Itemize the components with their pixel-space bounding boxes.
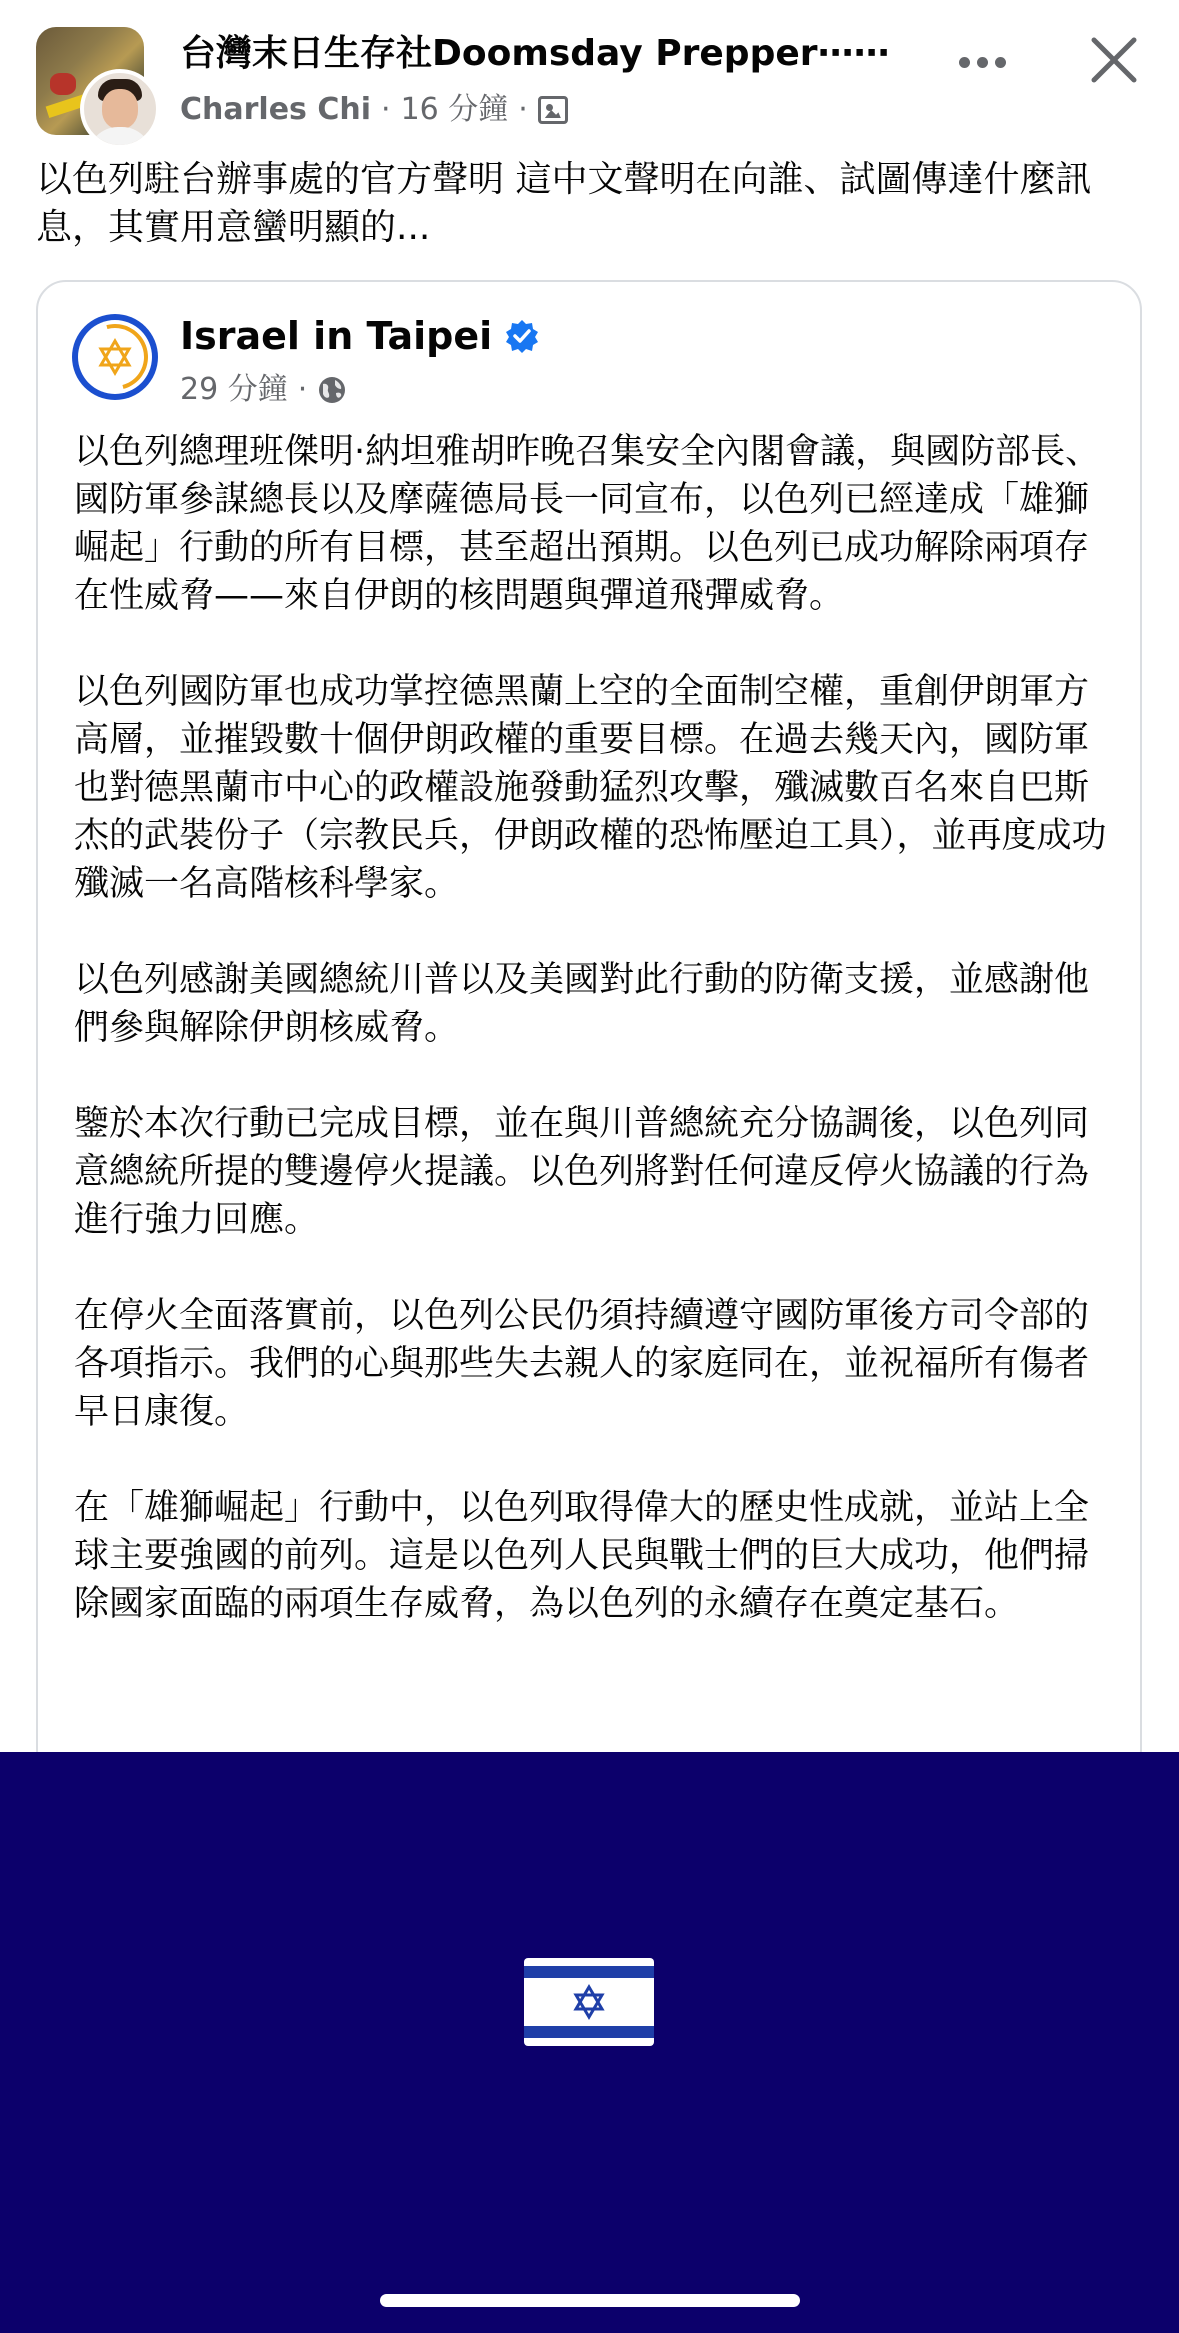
- page-avatar-inner: [78, 320, 152, 394]
- shared-post-meta: [180, 370, 347, 410]
- close-icon: [1086, 32, 1142, 88]
- author-name-link[interactable]: Charles Chi: [180, 92, 372, 127]
- close-button[interactable]: [1086, 32, 1142, 88]
- post-paragraph: 在停火全面落實前，以色列公民仍須持續遵守國防軍後方司令部的各項指示。我們的心與那些失去親人的家庭同在，並祝福所有傷者早日康復。: [74, 1296, 1090, 1432]
- post-paragraph: 以色列感謝美國總統川普以及美國對此行動的防衛支援，並感謝他們參與解除伊朗核威脅。: [74, 960, 1090, 1048]
- post-paragraph: 在「雄獅崛起」行動中，以色列取得偉大的歷史性成就，並站上全球主要強國的前列。這是以色列人民與戰士們的巨大成功，他們掃除國家面臨的兩項生存威脅，為以色列的永續存在奠定基石。: [74, 1488, 1090, 1624]
- separator-dot: ·: [297, 372, 308, 407]
- page-name-row: [180, 312, 540, 360]
- post-header: [0, 0, 1179, 150]
- globe-icon: [317, 375, 347, 405]
- photo-detail: [50, 73, 76, 95]
- avatar-ring: [70, 312, 160, 402]
- group-name-link[interactable]: 台灣末日生存社Doomsday Prepper⋯⋯: [180, 33, 890, 74]
- verified-badge-icon: [504, 318, 540, 354]
- post-paragraph: 以色列國防軍也成功掌控德黑蘭上空的全面制空權，重創伊朗軍方高層，並摧毀數十個伊朗政權的重要目標。在過去幾天內，國防軍也對德黑蘭市中心的政權設施發動猛烈攻擊，殲滅數百名來自巴斯杰的武裝份子（宗教民兵，伊朗政權的恐怖壓迫工具），並再度成功殲滅一名高階核科學家。: [74, 672, 1107, 904]
- page-name-link[interactable]: Israel in Taipei: [180, 314, 493, 358]
- post-paragraph: 以色列總理班傑明·納坦雅胡昨晚召集安全內閣會議，與國防部長、國防軍參謀總長以及摩薩德局長一同宣布，以色列已經達成「雄獅崛起」行動的所有目標，甚至超出預期。以色列已成功解除兩項存在性威脅——來自伊朗的核問題與彈道飛彈威脅。: [74, 432, 1101, 616]
- shared-post-time[interactable]: 29 分鐘: [180, 372, 288, 407]
- shared-post-body: [74, 428, 1114, 1676]
- post-paragraph: 鑒於本次行動已完成目標，並在與川普總統充分協調後，以色列同意總統所提的雙邊停火提議。以色列將對任何違反停火協議的行為進行強力回應。: [74, 1104, 1090, 1240]
- shared-post-card[interactable]: [36, 280, 1142, 1780]
- group-avatar[interactable]: [36, 27, 156, 135]
- author-avatar[interactable]: [80, 69, 160, 149]
- more-icon: [977, 57, 988, 68]
- post-meta: [180, 90, 568, 130]
- page-avatar[interactable]: [72, 314, 158, 400]
- post-caption: 以色列駐台辦事處的官方聲明 這中文聲明在向誰、試圖傳達什麼訊息，其實用意蠻明顯的...: [36, 159, 1092, 248]
- separator-dot: ·: [381, 92, 391, 127]
- home-indicator[interactable]: [380, 2294, 800, 2307]
- israel-flag-icon: [524, 1958, 654, 2046]
- more-options-button[interactable]: [950, 38, 1014, 86]
- avatar-detail: [102, 89, 138, 129]
- photo-icon: [538, 96, 568, 124]
- avatar-detail: [88, 127, 152, 149]
- more-icon: [959, 57, 970, 68]
- more-icon: [995, 57, 1006, 68]
- separator-dot: ·: [518, 92, 528, 127]
- post-time[interactable]: 16 分鐘: [400, 92, 509, 127]
- post-image[interactable]: [0, 1752, 1179, 2333]
